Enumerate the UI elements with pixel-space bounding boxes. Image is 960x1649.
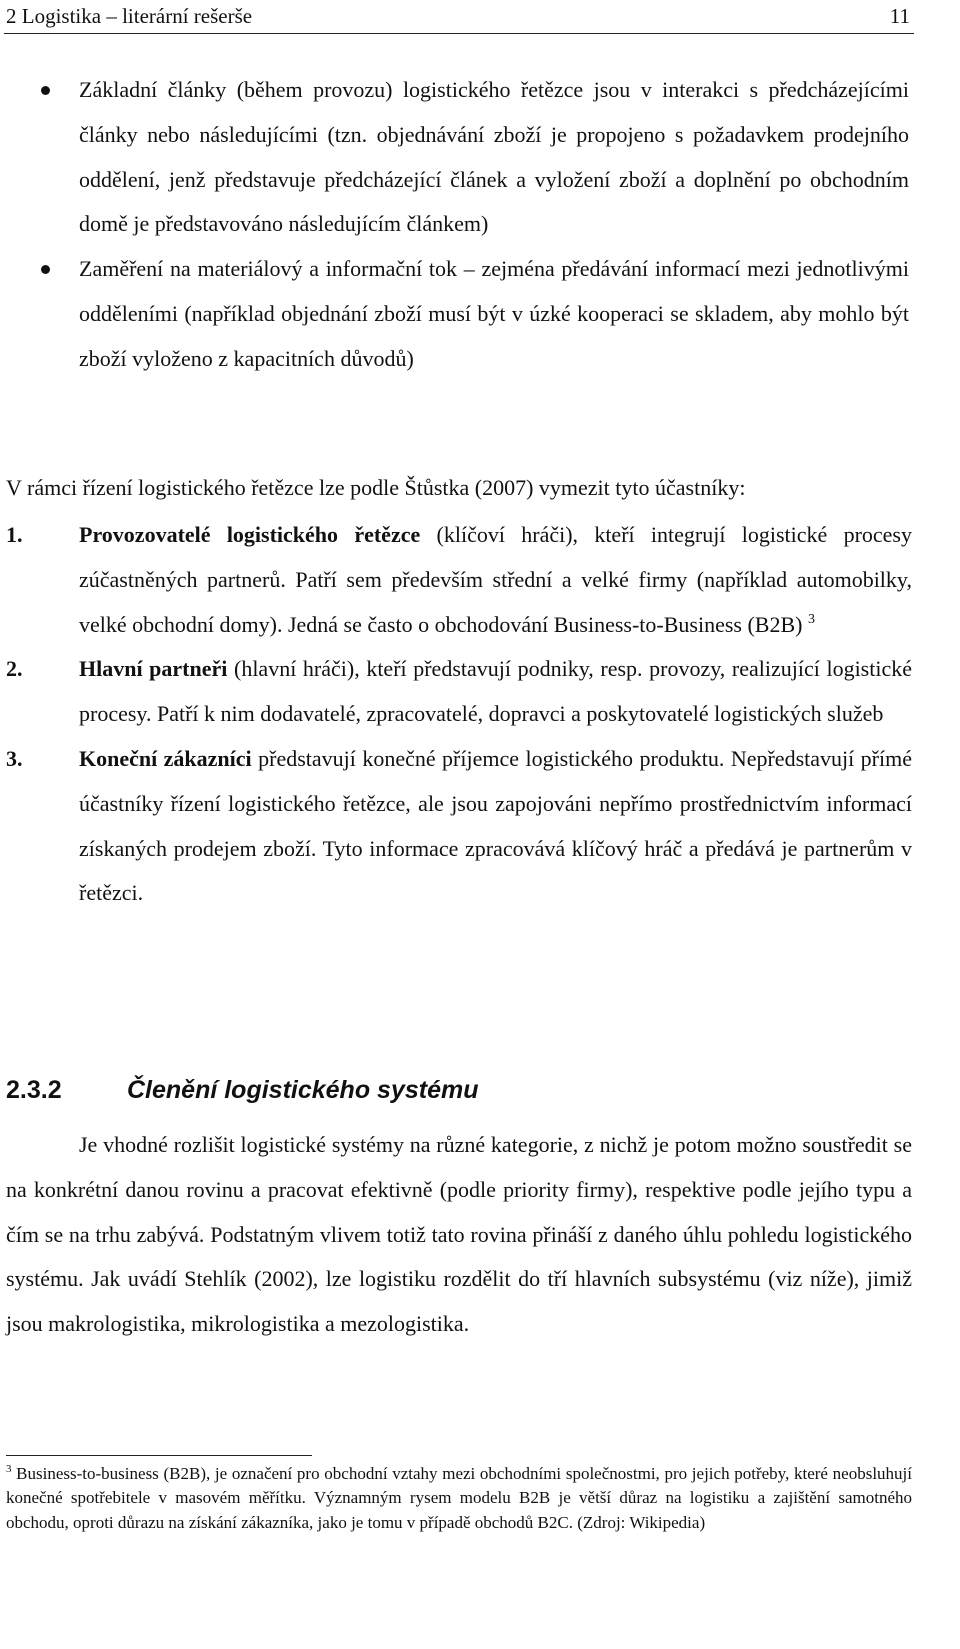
item-number: 2. xyxy=(6,656,23,682)
item-number: 3. xyxy=(6,745,23,771)
bullet-icon xyxy=(41,86,50,95)
bullet-text: Zaměření na materiálový a informační tok – zejména předávání informací mezi jednotlivými odděleními (například objednání zboží musí být v úzké kooperaci se skladem, aby mohlo být zboží vyloženo z kapacitních důvodů) xyxy=(79,256,909,371)
item-text: (klíčoví hráči), kteří integrují logistické procesy zúčastněných partnerů. Patří sem především střední a velké firmy (například automobilky, velké obchodní domy). Jedná se často o obchodování Business-to-Business (B2B) xyxy=(79,522,912,637)
running-header xyxy=(6,2,912,34)
section-heading xyxy=(6,1065,912,1115)
footnote-rule xyxy=(6,1455,312,1456)
bullet-item xyxy=(0,247,909,381)
item-number: 1. xyxy=(6,522,23,547)
chapter-title: 2 Logistika – literární rešerše xyxy=(6,4,253,28)
header-rule xyxy=(4,33,914,34)
bullet-list xyxy=(0,68,960,382)
participant-item xyxy=(6,513,912,647)
item-text: představují konečné příjemce logistického produktu. Nepředstavují přímé účastníky řízení logistického řetězce, ale jsou zapojováni nepřímo prostřednictvím informací získaných prodejem zboží. Tyto informace zpracovává klíčový hráč a předává je partnerům v řetězci. xyxy=(79,745,912,906)
footnote xyxy=(6,1462,912,1535)
participant-item xyxy=(6,737,912,916)
body-paragraph: Je vhodné rozlišit logistické systémy na různé kategorie, z nichž je potom možno soustředit se na konkrétní danou rovinu a pracovat efektivně (podle priority firmy), respektive podle jejího typu a čím se na trhu zabývá. Podstatným vlivem totiž tato rovina přináší z daného úhlu pohledu logistického systému. Jak uvádí Stehlík (2002), lze logistiku rozdělit do tří hlavních subsystému (viz níže), jimiž jsou makrologistika, mikrologistika a mezologistika. xyxy=(6,1132,912,1337)
footnote-text: Business-to-business (B2B), je označení pro obchodní vztahy mezi obchodními společnostmi, pro jejich potřeby, které neobsluhují konečné spotřebitele v masovém měřítku. Významným rysem modelu B2B je větší důraz na logistiku a zajištění samotného obchodu, oproti důrazu na získání zákazníka, jako je tomu v případě obchodů B2C. (Zdroj: Wikipedia) xyxy=(6,1464,912,1532)
footnote-mark: 3 xyxy=(6,1463,12,1475)
item-term: Provozovatelé logistického řetězce xyxy=(79,522,421,547)
participants-intro: V rámci řízení logistického řetězce lze podle Štůstka (2007) vymezit tyto účastníky: xyxy=(6,475,746,500)
item-term: Koneční zákazníci xyxy=(79,745,252,771)
bullet-text: Základní články (během provozu) logistického řetězce jsou v interakci s předcházejícími články nebo následujícími (tzn. objednávání zboží je propojeno s požadavkem prodejního oddělení, jenž představuje předcházející článek a vyložení zboží a doplnění po obchodním domě je představováno následujícím článkem) xyxy=(79,77,909,237)
item-text: (hlavní hráči), kteří představují podniky, resp. provozy, realizující logistické procesy. Patří k nim dodavatelé, zpracovatelé, dopravci a poskytovatelé logistických služeb xyxy=(79,656,912,727)
bullet-item xyxy=(0,68,909,247)
page-number: 11 xyxy=(889,4,910,28)
participants-list xyxy=(6,513,912,916)
footnote-reference[interactable]: 3 xyxy=(807,611,815,627)
participant-item xyxy=(6,647,912,737)
section-number: 2.3.2 xyxy=(6,1076,62,1104)
section-title: Členění logistického systému xyxy=(127,1076,479,1104)
item-term: Hlavní partneři xyxy=(79,656,228,682)
bullet-icon xyxy=(41,265,50,274)
